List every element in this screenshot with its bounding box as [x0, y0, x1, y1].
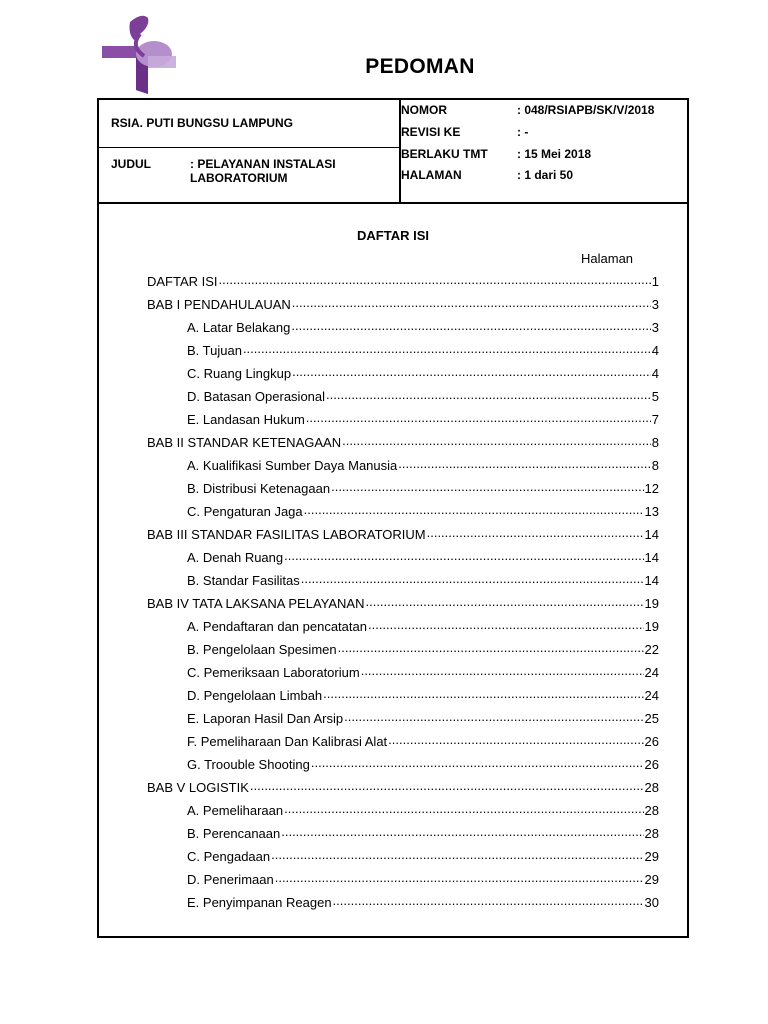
- toc-entry: [147, 364, 659, 387]
- organization-name: RSIA. PUTI BUNGSU LAMPUNG: [111, 116, 294, 130]
- toc-entry: [147, 272, 659, 295]
- toc-leader-dots: [388, 732, 643, 746]
- toc-leader-dots: [275, 870, 644, 884]
- meta-key: REVISI KE: [401, 125, 461, 139]
- toc-entry: [147, 755, 659, 778]
- header-left-cell: [99, 100, 401, 202]
- toc-entry-label: BAB II STANDAR KETENAGAAN: [147, 435, 342, 450]
- toc-entry-page: 24: [644, 688, 659, 703]
- toc-entry-page: 14: [644, 527, 659, 542]
- toc-entry: [147, 548, 659, 571]
- toc-entry-label: D. Batasan Operasional: [187, 389, 326, 404]
- toc-entry-page: 25: [644, 711, 659, 726]
- page-column-label: Halaman: [581, 251, 634, 266]
- toc-entry-page: 29: [644, 872, 659, 887]
- toc-entry: [147, 387, 659, 410]
- toc-entry: [147, 594, 659, 617]
- toc-entry-label: A. Denah Ruang: [187, 550, 284, 565]
- toc-entry: [147, 732, 659, 755]
- toc-leader-dots: [243, 341, 651, 355]
- toc-entry-label: A. Kualifikasi Sumber Daya Manusia: [187, 458, 398, 473]
- meta-key: HALAMAN: [401, 168, 462, 182]
- toc-entry-page: 26: [644, 757, 659, 772]
- toc-entry-label: BAB IV TATA LAKSANA PELAYANAN: [147, 596, 365, 611]
- toc-entry: [147, 686, 659, 709]
- toc-leader-dots: [304, 502, 644, 516]
- toc-leader-dots: [306, 410, 651, 424]
- toc-leader-dots: [292, 295, 651, 309]
- toc-entry-page: 29: [644, 849, 659, 864]
- toc-entry-label: BAB I PENDAHULAUAN: [147, 297, 291, 312]
- toc-entry-label: A. Pendaftaran dan pencatatan: [187, 619, 367, 634]
- toc-entry-page: 13: [644, 504, 659, 519]
- hospital-cross-logo-icon: [100, 12, 178, 94]
- toc-entry-page: 8: [651, 458, 659, 473]
- toc-entry-page: 28: [644, 780, 659, 795]
- toc-entry-label: E. Landasan Hukum: [187, 412, 305, 427]
- toc-leader-dots: [284, 801, 643, 815]
- toc-leader-dots: [331, 479, 643, 493]
- meta-value: : 048/RSIAPB/SK/V/2018: [517, 103, 655, 117]
- toc-entry-page: 1: [651, 274, 659, 289]
- toc-entry: [147, 663, 659, 686]
- table-of-contents: [147, 272, 659, 916]
- toc-entry: [147, 778, 659, 801]
- toc-leader-dots: [291, 318, 650, 332]
- toc-entry-page: 7: [651, 412, 659, 427]
- document-title: PEDOMAN: [365, 55, 475, 78]
- toc-entry-page: 19: [644, 619, 659, 634]
- toc-leader-dots: [365, 594, 643, 608]
- toc-leader-dots: [333, 893, 644, 907]
- toc-entry: [147, 341, 659, 364]
- toc-entry-label: B. Distribusi Ketenagaan: [187, 481, 331, 496]
- meta-key: BERLAKU TMT: [401, 147, 488, 161]
- toc-entry: [147, 870, 659, 893]
- toc-entry-label: G. Troouble Shooting: [187, 757, 310, 772]
- toc-entry-label: B. Standar Fasilitas: [187, 573, 300, 588]
- toc-entry: [147, 502, 659, 525]
- toc-entry-page: 12: [644, 481, 659, 496]
- header-divider: [99, 147, 399, 148]
- toc-entry-label: A. Latar Belakang: [187, 320, 291, 335]
- toc-entry: [147, 709, 659, 732]
- meta-value: : 1 dari 50: [517, 168, 574, 182]
- header-table: [99, 100, 687, 204]
- toc-leader-dots: [250, 778, 644, 792]
- toc-entry: [147, 479, 659, 502]
- toc-leader-dots: [281, 824, 643, 838]
- toc-leader-dots: [323, 686, 643, 700]
- toc-entry-label: E. Penyimpanan Reagen: [187, 895, 332, 910]
- toc-entry-page: 28: [644, 826, 659, 841]
- toc-heading: DAFTAR ISI: [357, 228, 429, 243]
- toc-entry-label: C. Pengaturan Jaga: [187, 504, 303, 519]
- toc-entry-page: 8: [651, 435, 659, 450]
- header-meta-cell: [401, 100, 687, 202]
- toc-entry-label: B. Tujuan: [187, 343, 242, 358]
- toc-entry-page: 19: [644, 596, 659, 611]
- toc-entry-page: 4: [651, 366, 659, 381]
- toc-entry: [147, 525, 659, 548]
- toc-leader-dots: [361, 663, 644, 677]
- toc-entry-label: A. Pemeliharaan: [187, 803, 284, 818]
- toc-entry: [147, 456, 659, 479]
- judul-label: JUDUL: [111, 157, 152, 171]
- meta-value: : 15 Mei 2018: [517, 147, 592, 161]
- toc-entry: [147, 571, 659, 594]
- document-frame: [97, 98, 689, 938]
- toc-entry-page: 26: [644, 734, 659, 749]
- toc-entry-label: B. Pengelolaan Spesimen: [187, 642, 337, 657]
- toc-entry-page: 22: [644, 642, 659, 657]
- toc-leader-dots: [311, 755, 644, 769]
- toc-entry-label: C. Ruang Lingkup: [187, 366, 292, 381]
- toc-leader-dots: [292, 364, 651, 378]
- toc-leader-dots: [338, 640, 644, 654]
- toc-entry: [147, 893, 659, 916]
- toc-entry-label: BAB V LOGISTIK: [147, 780, 249, 795]
- toc-leader-dots: [344, 709, 643, 723]
- toc-entry-label: B. Perencanaan: [187, 826, 281, 841]
- toc-leader-dots: [398, 456, 651, 470]
- toc-leader-dots: [368, 617, 644, 631]
- toc-entry-label: F. Pemeliharaan Dan Kalibrasi Alat: [187, 734, 388, 749]
- toc-entry-page: 14: [644, 550, 659, 565]
- judul-value: : PELAYANAN INSTALASI LABORATORIUM: [190, 157, 336, 185]
- toc-entry-label: BAB III STANDAR FASILITAS LABORATORIUM: [147, 527, 426, 542]
- toc-leader-dots: [326, 387, 651, 401]
- toc-entry-page: 28: [644, 803, 659, 818]
- toc-leader-dots: [427, 525, 644, 539]
- toc-entry: [147, 617, 659, 640]
- toc-leader-dots: [301, 571, 644, 585]
- toc-leader-dots: [219, 272, 651, 286]
- toc-entry-label: DAFTAR ISI: [147, 274, 218, 289]
- toc-entry: [147, 847, 659, 870]
- toc-entry: [147, 410, 659, 433]
- toc-leader-dots: [342, 433, 651, 447]
- toc-entry-page: 3: [651, 297, 659, 312]
- toc-entry-label: D. Pengelolaan Limbah: [187, 688, 323, 703]
- toc-entry-page: 24: [644, 665, 659, 680]
- toc-leader-dots: [271, 847, 643, 861]
- toc-entry-label: C. Pengadaan: [187, 849, 271, 864]
- toc-entry-page: 30: [644, 895, 659, 910]
- toc-leader-dots: [284, 548, 643, 562]
- meta-key: NOMOR: [401, 103, 447, 117]
- toc-entry: [147, 295, 659, 318]
- toc-entry: [147, 433, 659, 456]
- toc-entry: [147, 801, 659, 824]
- toc-entry: [147, 824, 659, 847]
- toc-entry: [147, 318, 659, 341]
- toc-entry-page: 3: [651, 320, 659, 335]
- meta-value: : -: [517, 125, 529, 139]
- toc-entry-page: 14: [644, 573, 659, 588]
- toc-entry-page: 5: [651, 389, 659, 404]
- toc-entry-label: C. Pemeriksaan Laboratorium: [187, 665, 360, 680]
- toc-entry-label: E. Laporan Hasil Dan Arsip: [187, 711, 344, 726]
- toc-entry: [147, 640, 659, 663]
- toc-entry-page: 4: [651, 343, 659, 358]
- toc-entry-label: D. Penerimaan: [187, 872, 274, 887]
